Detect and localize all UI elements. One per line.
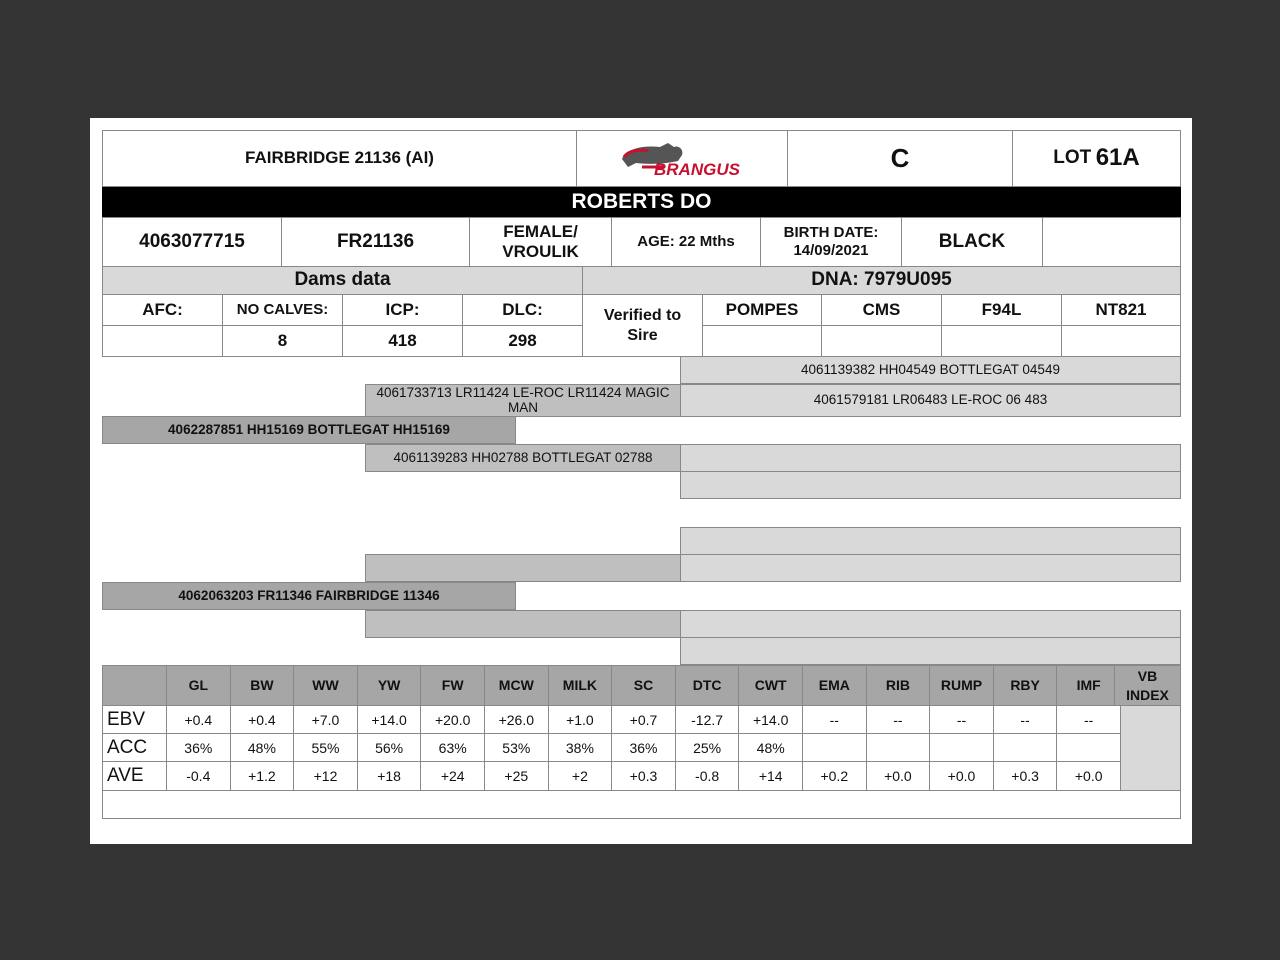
vb-index-value	[1114, 705, 1181, 791]
ebv-cell-acc-cwt: 48%	[738, 733, 803, 763]
ebv-cell-ave-fw: +24	[420, 761, 485, 791]
pedigree-dam-dam	[365, 610, 681, 638]
ebv-footer-row	[102, 790, 1181, 819]
ebv-cell-acc-dtc: 25%	[675, 733, 740, 763]
ebv-cell-ave-rib: +0.0	[866, 761, 931, 791]
lot-box	[1012, 130, 1181, 187]
ebv-cell-ave-yw: +18	[357, 761, 422, 791]
ebv-header-rib: RIB	[866, 665, 931, 706]
ebv-cell-ebv-milk: +1.0	[548, 705, 613, 735]
birth-date-label: BIRTH DATE:	[783, 224, 879, 241]
ebv-cell-ebv-cwt: +14.0	[738, 705, 803, 735]
pedigree-dam-sire-dam	[680, 554, 1181, 582]
ebv-cell-ebv-mcw: +26.0	[484, 705, 549, 735]
ebv-cell-ebv-rib: --	[866, 705, 931, 735]
ebv-cell-ebv-ema: --	[802, 705, 867, 735]
dams-data-title: Dams data	[102, 266, 583, 295]
ebv-cell-ave-ww: +12	[293, 761, 358, 791]
ebv-cell-ave-gl: -0.4	[166, 761, 231, 791]
ebv-cell-acc-sc: 36%	[611, 733, 676, 763]
ebv-cell-ebv-sc: +0.7	[611, 705, 676, 735]
pedigree-dam-dam-sire	[680, 610, 1181, 638]
dams-value-icp: 418	[342, 325, 463, 357]
ebv-row-label-ave: AVE	[102, 761, 167, 791]
ebv-cell-acc-gl: 36%	[166, 733, 231, 763]
ebv-cell-acc-yw: 56%	[357, 733, 422, 763]
dams-header-no-calves: NO CALVES:	[222, 294, 343, 326]
ebv-header-bw: BW	[230, 665, 295, 706]
pedigree-sire-dam-dam	[680, 471, 1181, 499]
dna-header-f94l: F94L	[941, 294, 1062, 326]
ebv-header-sc: SC	[611, 665, 676, 706]
logo-text: BRANGUS	[654, 159, 740, 179]
dams-header-icp: ICP:	[342, 294, 463, 326]
lot-number: 61A	[1095, 144, 1140, 172]
ebv-cell-acc-fw: 63%	[420, 733, 485, 763]
ebv-cell-acc-mcw: 53%	[484, 733, 549, 763]
dna-value-cms	[821, 325, 942, 357]
dna-value-nt821	[1061, 325, 1181, 357]
ebv-cell-acc-rby	[993, 733, 1058, 763]
colour: BLACK	[901, 217, 1043, 267]
ebv-cell-acc-bw: 48%	[230, 733, 295, 763]
ebv-cell-ebv-imf: --	[1056, 705, 1121, 735]
bull-logo-icon	[612, 137, 752, 181]
ebv-cell-acc-milk: 38%	[548, 733, 613, 763]
ebv-cell-acc-ema	[802, 733, 867, 763]
pedigree-sire-sire-dam: 4061579181 LR06483 LE-ROC 06 483	[680, 384, 1181, 417]
ebv-header-gl: GL	[166, 665, 231, 706]
ebv-header-imf: IMF	[1056, 665, 1121, 706]
dna-title: DNA: 7979U095	[582, 266, 1181, 295]
ebv-cell-acc-rump	[929, 733, 994, 763]
ebv-cell-ebv-dtc: -12.7	[675, 705, 740, 735]
ebv-cell-ebv-fw: +20.0	[420, 705, 485, 735]
pedigree-sire: 4062287851 HH15169 BOTTLEGAT HH15169	[102, 416, 516, 444]
pedigree-sire-sire-sire: 4061139382 HH04549 BOTTLEGAT 04549	[680, 356, 1181, 384]
lot-prefix: LOT	[1053, 147, 1092, 169]
pedigree-sire-dam-sire	[680, 444, 1181, 472]
birth-date	[760, 217, 902, 267]
pedigree-sire-sire: 4061733713 LR11424 LE-ROC LR11424 MAGIC MAN	[365, 384, 681, 417]
brangus-logo	[576, 130, 788, 187]
id-number: 4063077715	[102, 217, 282, 267]
dna-header-pompes: POMPES	[702, 294, 822, 326]
ebv-header-dtc: DTC	[675, 665, 740, 706]
dna-header-cms: CMS	[821, 294, 942, 326]
dna-value-f94l	[941, 325, 1062, 357]
age: AGE: 22 Mths	[611, 217, 761, 267]
ebv-header-rump: RUMP	[929, 665, 994, 706]
ebv-cell-ebv-bw: +0.4	[230, 705, 295, 735]
pedigree-dam-sire-sire	[680, 527, 1181, 555]
ebv-cell-ebv-yw: +14.0	[357, 705, 422, 735]
ebv-cell-acc-rib	[866, 733, 931, 763]
vb-index-header: VB INDEX	[1114, 665, 1181, 706]
ebv-row-label-ebv: EBV	[102, 705, 167, 735]
ebv-cell-acc-ww: 55%	[293, 733, 358, 763]
ebv-header-ww: WW	[293, 665, 358, 706]
dams-header-dlc: DLC:	[462, 294, 583, 326]
tag-number: FR21136	[281, 217, 470, 267]
ebv-cell-ave-rby: +0.3	[993, 761, 1058, 791]
ebv-corner-cell	[102, 665, 167, 706]
ebv-cell-ebv-gl: +0.4	[166, 705, 231, 735]
ebv-header-fw: FW	[420, 665, 485, 706]
owner-bar: ROBERTS DO	[102, 187, 1181, 217]
ebv-cell-ebv-rby: --	[993, 705, 1058, 735]
ebv-header-cwt: CWT	[738, 665, 803, 706]
verified-to-sire: Verified to Sire	[582, 294, 703, 357]
dams-header-afc: AFC:	[102, 294, 223, 326]
ebv-cell-ave-mcw: +25	[484, 761, 549, 791]
pedigree-dam: 4062063203 FR11346 FAIRBRIDGE 11346	[102, 582, 516, 610]
pedigree-sire-dam: 4061139283 HH02788 BOTTLEGAT 02788	[365, 444, 681, 472]
ebv-cell-acc-imf	[1056, 733, 1121, 763]
animal-name: FAIRBRIDGE 21136 (AI)	[102, 130, 577, 187]
ebv-cell-ebv-rump: --	[929, 705, 994, 735]
sale-card	[90, 118, 1192, 844]
pedigree-dam-dam-dam	[680, 637, 1181, 665]
birth-date-value: 14/09/2021	[793, 242, 869, 259]
ebv-cell-ave-milk: +2	[548, 761, 613, 791]
ebv-header-milk: MILK	[548, 665, 613, 706]
sex: FEMALE/ VROULIK	[469, 217, 612, 267]
pedigree-dam-sire	[365, 554, 681, 582]
ebv-header-yw: YW	[357, 665, 422, 706]
ebv-cell-ave-bw: +1.2	[230, 761, 295, 791]
ebv-cell-ave-ema: +0.2	[802, 761, 867, 791]
ebv-header-ema: EMA	[802, 665, 867, 706]
dams-value-afc	[102, 325, 223, 357]
ebv-cell-ave-rump: +0.0	[929, 761, 994, 791]
dams-value-dlc: 298	[462, 325, 583, 357]
dams-value-no-calves: 8	[222, 325, 343, 357]
ebv-cell-ave-imf: +0.0	[1056, 761, 1121, 791]
dna-header-nt821: NT821	[1061, 294, 1181, 326]
ebv-cell-ave-dtc: -0.8	[675, 761, 740, 791]
ebv-header-mcw: MCW	[484, 665, 549, 706]
ebv-row-label-acc: ACC	[102, 733, 167, 763]
grade: C	[787, 130, 1013, 187]
dna-value-pompes	[702, 325, 822, 357]
info-empty-cell	[1042, 217, 1181, 267]
ebv-cell-ebv-ww: +7.0	[293, 705, 358, 735]
ebv-header-rby: RBY	[993, 665, 1058, 706]
ebv-cell-ave-cwt: +14	[738, 761, 803, 791]
ebv-cell-ave-sc: +0.3	[611, 761, 676, 791]
